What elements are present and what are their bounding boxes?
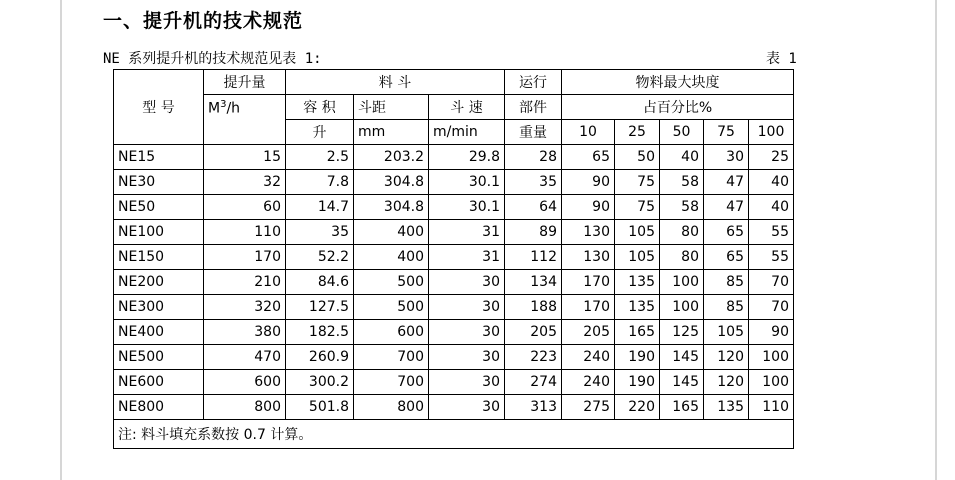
- cell-percent-25: 105: [615, 245, 660, 270]
- cell-percent-100: 55: [749, 245, 794, 270]
- cell-weight: 112: [505, 245, 562, 270]
- table-number: 表 1: [766, 51, 797, 67]
- cell-percent-75: 120: [704, 345, 749, 370]
- table-row: [114, 345, 794, 370]
- cell-speed: 30.1: [429, 170, 505, 195]
- header-capacity-unit: [204, 95, 286, 145]
- cell-volume: 300.2: [286, 370, 354, 395]
- cell-speed: 30: [429, 370, 505, 395]
- cell-percent-50: 100: [660, 270, 704, 295]
- cell-speed: 30: [429, 345, 505, 370]
- cell-weight: 35: [505, 170, 562, 195]
- capacity-unit-base: M: [208, 100, 221, 117]
- cell-percent-50: 80: [660, 220, 704, 245]
- cell-model: NE100: [114, 220, 204, 245]
- header-percent-col: 10: [562, 120, 615, 145]
- cell-percent-50: 58: [660, 170, 704, 195]
- cell-percent-50: 40: [660, 145, 704, 170]
- spec-table: [113, 69, 794, 449]
- cell-pitch: 400: [354, 245, 429, 270]
- capacity-unit-rest: /h: [226, 100, 241, 117]
- cell-percent-10: 275: [562, 395, 615, 420]
- cell-percent-10: 170: [562, 270, 615, 295]
- cell-percent-25: 105: [615, 220, 660, 245]
- cell-percent-100: 100: [749, 345, 794, 370]
- cell-percent-25: 165: [615, 320, 660, 345]
- cell-percent-75: 65: [704, 245, 749, 270]
- cell-capacity: 600: [204, 370, 286, 395]
- cell-pitch: 800: [354, 395, 429, 420]
- cell-percent-100: 110: [749, 395, 794, 420]
- cell-percent-75: 65: [704, 220, 749, 245]
- cell-weight: 274: [505, 370, 562, 395]
- table-row: [114, 270, 794, 295]
- cell-capacity: 32: [204, 170, 286, 195]
- left-page-edge: [60, 0, 62, 480]
- header-volume: 容 积: [286, 95, 354, 120]
- cell-percent-75: 135: [704, 395, 749, 420]
- cell-percent-10: 205: [562, 320, 615, 345]
- cell-percent-50: 80: [660, 245, 704, 270]
- section-heading: 一、提升机的技术规范: [103, 10, 304, 32]
- cell-percent-25: 190: [615, 370, 660, 395]
- header-speed-unit: m/min: [429, 120, 505, 145]
- cell-percent-25: 135: [615, 295, 660, 320]
- table-caption: NE 系列提升机的技术规范见表 1:: [103, 51, 322, 67]
- cell-volume: 127.5: [286, 295, 354, 320]
- cell-percent-25: 190: [615, 345, 660, 370]
- cell-weight: 313: [505, 395, 562, 420]
- cell-percent-100: 70: [749, 270, 794, 295]
- cell-weight: 89: [505, 220, 562, 245]
- cell-pitch: 203.2: [354, 145, 429, 170]
- cell-model: NE150: [114, 245, 204, 270]
- cell-volume: 260.9: [286, 345, 354, 370]
- cell-volume: 14.7: [286, 195, 354, 220]
- cell-percent-10: 90: [562, 195, 615, 220]
- cell-percent-100: 40: [749, 195, 794, 220]
- cell-percent-50: 165: [660, 395, 704, 420]
- header-percent-col: 100: [749, 120, 794, 145]
- header-running-2: 部件: [505, 95, 562, 120]
- cell-percent-25: 220: [615, 395, 660, 420]
- cell-percent-50: 145: [660, 345, 704, 370]
- cell-percent-100: 25: [749, 145, 794, 170]
- cell-volume: 35: [286, 220, 354, 245]
- cell-volume: 501.8: [286, 395, 354, 420]
- cell-percent-100: 40: [749, 170, 794, 195]
- cell-percent-50: 58: [660, 195, 704, 220]
- right-page-edge: [935, 0, 937, 480]
- cell-pitch: 600: [354, 320, 429, 345]
- cell-model: NE500: [114, 345, 204, 370]
- cell-weight: 28: [505, 145, 562, 170]
- cell-percent-75: 85: [704, 295, 749, 320]
- table-row: [114, 395, 794, 420]
- cell-speed: 31: [429, 245, 505, 270]
- table-row: [114, 145, 794, 170]
- cell-speed: 30: [429, 320, 505, 345]
- cell-percent-10: 170: [562, 295, 615, 320]
- cell-model: NE400: [114, 320, 204, 345]
- cell-percent-75: 30: [704, 145, 749, 170]
- cell-percent-100: 90: [749, 320, 794, 345]
- header-running-1: 运行: [505, 70, 562, 95]
- table-row: [114, 295, 794, 320]
- cell-percent-10: 240: [562, 345, 615, 370]
- cell-pitch: 500: [354, 295, 429, 320]
- cell-percent-10: 130: [562, 245, 615, 270]
- cell-percent-50: 145: [660, 370, 704, 395]
- cell-capacity: 210: [204, 270, 286, 295]
- cell-percent-50: 125: [660, 320, 704, 345]
- cell-pitch: 700: [354, 345, 429, 370]
- capacity-unit-sup: 3: [220, 99, 227, 110]
- cell-percent-75: 105: [704, 320, 749, 345]
- cell-capacity: 470: [204, 345, 286, 370]
- note-row: [114, 420, 794, 449]
- table-row: [114, 320, 794, 345]
- cell-weight: 188: [505, 295, 562, 320]
- cell-weight: 223: [505, 345, 562, 370]
- cell-model: NE600: [114, 370, 204, 395]
- cell-model: NE200: [114, 270, 204, 295]
- cell-capacity: 170: [204, 245, 286, 270]
- table-row: [114, 220, 794, 245]
- cell-speed: 31: [429, 220, 505, 245]
- cell-volume: 84.6: [286, 270, 354, 295]
- cell-volume: 7.8: [286, 170, 354, 195]
- cell-speed: 30.1: [429, 195, 505, 220]
- cell-percent-75: 85: [704, 270, 749, 295]
- cell-pitch: 304.8: [354, 170, 429, 195]
- cell-pitch: 700: [354, 370, 429, 395]
- cell-weight: 64: [505, 195, 562, 220]
- header-running-3: 重量: [505, 120, 562, 145]
- header-model: 型 号: [114, 70, 204, 145]
- cell-capacity: 60: [204, 195, 286, 220]
- cell-model: NE800: [114, 395, 204, 420]
- cell-percent-25: 50: [615, 145, 660, 170]
- cell-speed: 30: [429, 270, 505, 295]
- cell-percent-100: 55: [749, 220, 794, 245]
- header-bucket: 料 斗: [286, 70, 505, 95]
- cell-percent-10: 65: [562, 145, 615, 170]
- cell-capacity: 15: [204, 145, 286, 170]
- header-volume-unit: 升: [286, 120, 354, 145]
- table-row: [114, 170, 794, 195]
- cell-percent-75: 47: [704, 195, 749, 220]
- header-speed: 斗 速: [429, 95, 505, 120]
- header-pitch: 斗距: [354, 95, 429, 120]
- cell-model: NE15: [114, 145, 204, 170]
- header-percent: 占百分比%: [562, 95, 794, 120]
- cell-volume: 182.5: [286, 320, 354, 345]
- cell-capacity: 320: [204, 295, 286, 320]
- table-note: 注: 料斗填充系数按 0.7 计算。: [114, 420, 794, 449]
- cell-percent-100: 70: [749, 295, 794, 320]
- cell-weight: 134: [505, 270, 562, 295]
- table-row: [114, 370, 794, 395]
- header-capacity: 提升量: [204, 70, 286, 95]
- header-percent-col: 25: [615, 120, 660, 145]
- cell-percent-10: 90: [562, 170, 615, 195]
- cell-pitch: 500: [354, 270, 429, 295]
- cell-percent-50: 100: [660, 295, 704, 320]
- cell-pitch: 304.8: [354, 195, 429, 220]
- cell-speed: 29.8: [429, 145, 505, 170]
- cell-percent-25: 75: [615, 195, 660, 220]
- cell-capacity: 380: [204, 320, 286, 345]
- cell-weight: 205: [505, 320, 562, 345]
- cell-percent-10: 240: [562, 370, 615, 395]
- header-pitch-unit: mm: [354, 120, 429, 145]
- header-percent-col: 75: [704, 120, 749, 145]
- header-row-1: [114, 70, 794, 95]
- table-row: [114, 195, 794, 220]
- header-lump: 物料最大块度: [562, 70, 794, 95]
- cell-pitch: 400: [354, 220, 429, 245]
- cell-speed: 30: [429, 295, 505, 320]
- cell-volume: 2.5: [286, 145, 354, 170]
- cell-percent-100: 100: [749, 370, 794, 395]
- header-row-2: [114, 95, 794, 120]
- table-row: [114, 245, 794, 270]
- cell-percent-75: 47: [704, 170, 749, 195]
- cell-percent-25: 75: [615, 170, 660, 195]
- cell-speed: 30: [429, 395, 505, 420]
- header-percent-col: 50: [660, 120, 704, 145]
- cell-model: NE300: [114, 295, 204, 320]
- cell-percent-25: 135: [615, 270, 660, 295]
- cell-percent-75: 120: [704, 370, 749, 395]
- cell-model: NE30: [114, 170, 204, 195]
- cell-volume: 52.2: [286, 245, 354, 270]
- cell-capacity: 110: [204, 220, 286, 245]
- cell-percent-10: 130: [562, 220, 615, 245]
- cell-capacity: 800: [204, 395, 286, 420]
- cell-model: NE50: [114, 195, 204, 220]
